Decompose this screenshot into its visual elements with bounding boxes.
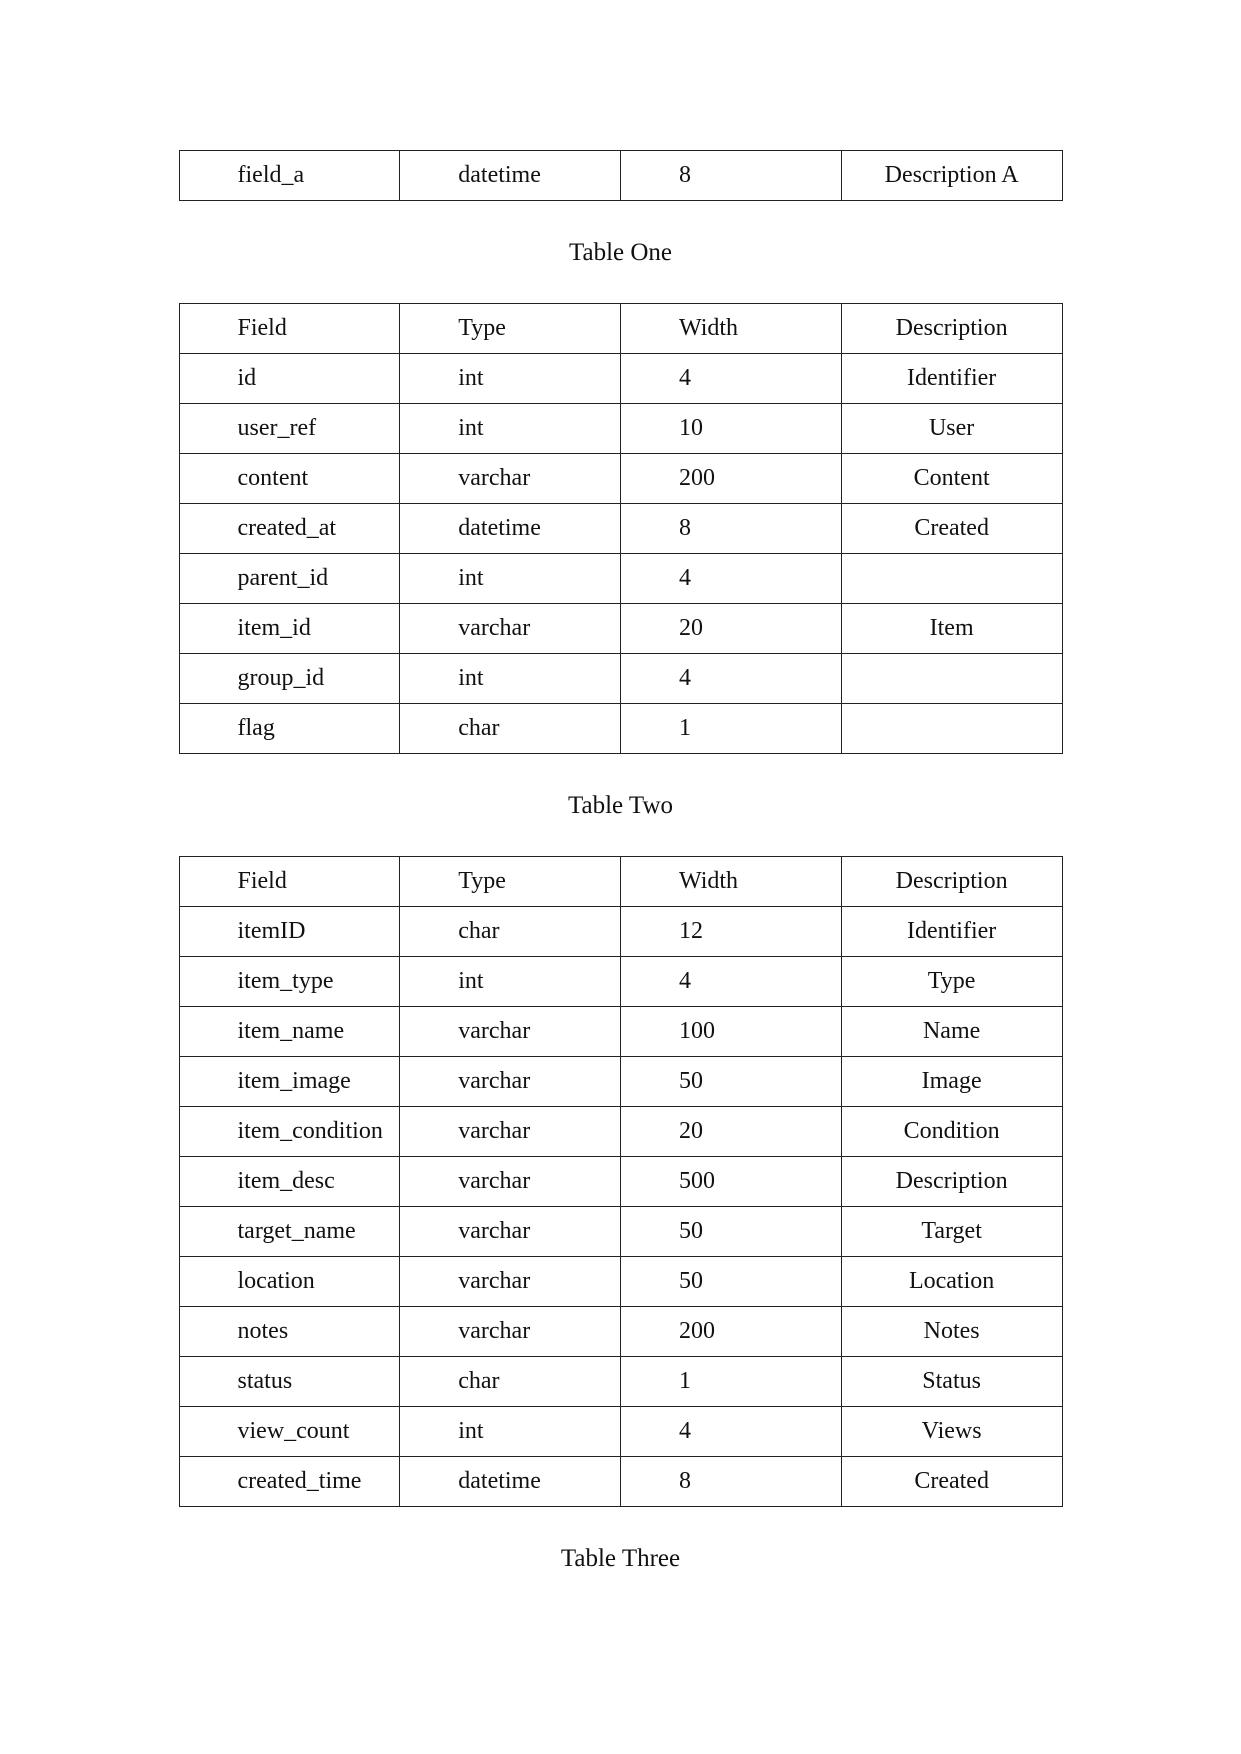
table-row bbox=[179, 404, 1062, 454]
table-cell: created_at bbox=[179, 504, 400, 554]
table-row bbox=[179, 907, 1062, 957]
table-cell: notes bbox=[179, 1307, 400, 1357]
top-table bbox=[179, 150, 1063, 201]
table-cell: view_count bbox=[179, 1407, 400, 1457]
table-cell: Views bbox=[841, 1407, 1062, 1457]
table-cell: target_name bbox=[179, 1207, 400, 1257]
table-cell: 4 bbox=[621, 957, 842, 1007]
table-cell: 200 bbox=[621, 1307, 842, 1357]
table-cell: 4 bbox=[621, 554, 842, 604]
section-three-caption: Table Three bbox=[560, 1545, 681, 1572]
table-cell: varchar bbox=[400, 1157, 621, 1207]
table-cell: Notes bbox=[841, 1307, 1062, 1357]
table-cell: 12 bbox=[621, 907, 842, 957]
table-cell: 50 bbox=[621, 1207, 842, 1257]
table-cell: Name bbox=[841, 1007, 1062, 1057]
table-row bbox=[179, 604, 1062, 654]
table-cell: Created bbox=[841, 1457, 1062, 1507]
table-row bbox=[179, 704, 1062, 754]
table-cell: content bbox=[179, 454, 400, 504]
table-cell: datetime bbox=[400, 151, 621, 201]
table-row bbox=[179, 1157, 1062, 1207]
table-cell: char bbox=[400, 907, 621, 957]
table-cell: 100 bbox=[621, 1007, 842, 1057]
table-cell: Target bbox=[841, 1207, 1062, 1257]
table-cell: int bbox=[400, 1407, 621, 1457]
table-cell: flag bbox=[179, 704, 400, 754]
section-two-table bbox=[179, 856, 1063, 1507]
table-row bbox=[179, 1007, 1062, 1057]
spacer bbox=[0, 201, 1241, 237]
spacer bbox=[0, 1507, 1241, 1543]
table-cell: status bbox=[179, 1357, 400, 1407]
header-cell: Field bbox=[179, 857, 400, 907]
table-cell: 4 bbox=[621, 354, 842, 404]
table-cell: item_name bbox=[179, 1007, 400, 1057]
table-cell: user_ref bbox=[179, 404, 400, 454]
table-cell: varchar bbox=[400, 1307, 621, 1357]
spacer bbox=[0, 822, 1241, 856]
table-cell: item_id bbox=[179, 604, 400, 654]
table-cell: int bbox=[400, 957, 621, 1007]
table-cell: Created bbox=[841, 504, 1062, 554]
table-cell: parent_id bbox=[179, 554, 400, 604]
table-cell: item_desc bbox=[179, 1157, 400, 1207]
table-cell: Identifier bbox=[841, 907, 1062, 957]
table-cell: char bbox=[400, 1357, 621, 1407]
table-cell: Identifier bbox=[841, 354, 1062, 404]
table-cell: 8 bbox=[621, 504, 842, 554]
table-header-row bbox=[179, 304, 1062, 354]
table-cell: Type bbox=[841, 957, 1062, 1007]
header-cell: Width bbox=[621, 857, 842, 907]
table-cell: int bbox=[400, 654, 621, 704]
table-row bbox=[179, 654, 1062, 704]
table-cell: Item bbox=[841, 604, 1062, 654]
section-one-table bbox=[179, 303, 1063, 754]
section-one bbox=[179, 303, 1063, 754]
header-cell: Description bbox=[841, 304, 1062, 354]
table-cell bbox=[841, 554, 1062, 604]
section-two bbox=[179, 856, 1063, 1507]
table-row bbox=[179, 957, 1062, 1007]
table-cell: created_time bbox=[179, 1457, 400, 1507]
header-cell: Type bbox=[400, 857, 621, 907]
table-row bbox=[179, 504, 1062, 554]
table-cell: 1 bbox=[621, 704, 842, 754]
table-cell: int bbox=[400, 554, 621, 604]
header-cell: Field bbox=[179, 304, 400, 354]
table-cell: Status bbox=[841, 1357, 1062, 1407]
table-cell: item_condition bbox=[179, 1107, 400, 1157]
table-cell: 20 bbox=[621, 604, 842, 654]
table-cell: 200 bbox=[621, 454, 842, 504]
table-cell: datetime bbox=[400, 1457, 621, 1507]
table-cell: varchar bbox=[400, 1107, 621, 1157]
header-cell: Type bbox=[400, 304, 621, 354]
table-cell bbox=[841, 704, 1062, 754]
table-cell: 20 bbox=[621, 1107, 842, 1157]
table-cell: varchar bbox=[400, 454, 621, 504]
table-row bbox=[179, 1207, 1062, 1257]
table-cell: varchar bbox=[400, 1057, 621, 1107]
table-row bbox=[179, 1407, 1062, 1457]
table-cell: id bbox=[179, 354, 400, 404]
table-cell: datetime bbox=[400, 504, 621, 554]
table-cell: Location bbox=[841, 1257, 1062, 1307]
table-cell: int bbox=[400, 404, 621, 454]
table-row bbox=[179, 454, 1062, 504]
table-cell: 500 bbox=[621, 1157, 842, 1207]
table-cell: varchar bbox=[400, 604, 621, 654]
table-cell: varchar bbox=[400, 1257, 621, 1307]
table-cell: Content bbox=[841, 454, 1062, 504]
table-cell: 10 bbox=[621, 404, 842, 454]
header-cell: Width bbox=[621, 304, 842, 354]
table-cell: varchar bbox=[400, 1007, 621, 1057]
table-cell: 50 bbox=[621, 1257, 842, 1307]
table-cell: User bbox=[841, 404, 1062, 454]
table-cell: field_a bbox=[179, 151, 400, 201]
spacer bbox=[0, 754, 1241, 790]
table-cell: Condition bbox=[841, 1107, 1062, 1157]
table-cell: item_image bbox=[179, 1057, 400, 1107]
table-row bbox=[179, 1357, 1062, 1407]
table-cell: Description A bbox=[841, 151, 1062, 201]
section-one-caption: Table One bbox=[568, 239, 673, 266]
table-cell bbox=[841, 654, 1062, 704]
table-cell: 1 bbox=[621, 1357, 842, 1407]
table-cell: itemID bbox=[179, 907, 400, 957]
header-cell: Description bbox=[841, 857, 1062, 907]
table-cell: int bbox=[400, 354, 621, 404]
table-cell: 4 bbox=[621, 654, 842, 704]
table-cell: group_id bbox=[179, 654, 400, 704]
table-cell: varchar bbox=[400, 1207, 621, 1257]
table-cell: char bbox=[400, 704, 621, 754]
spacer bbox=[0, 269, 1241, 303]
table-row bbox=[179, 1057, 1062, 1107]
table-cell: 8 bbox=[621, 151, 842, 201]
table-cell: 8 bbox=[621, 1457, 842, 1507]
section-two-caption: Table Two bbox=[567, 792, 674, 819]
table-cell: location bbox=[179, 1257, 400, 1307]
table-row bbox=[179, 151, 1062, 201]
table-cell: 50 bbox=[621, 1057, 842, 1107]
table-row bbox=[179, 1257, 1062, 1307]
table-cell: 4 bbox=[621, 1407, 842, 1457]
table-cell: item_type bbox=[179, 957, 400, 1007]
table-cell: Description bbox=[841, 1157, 1062, 1207]
table-row bbox=[179, 1457, 1062, 1507]
table-cell: Image bbox=[841, 1057, 1062, 1107]
table-header-row bbox=[179, 857, 1062, 907]
top-table-section bbox=[179, 150, 1063, 201]
table-row bbox=[179, 1107, 1062, 1157]
table-row bbox=[179, 554, 1062, 604]
table-row bbox=[179, 1307, 1062, 1357]
table-row bbox=[179, 354, 1062, 404]
